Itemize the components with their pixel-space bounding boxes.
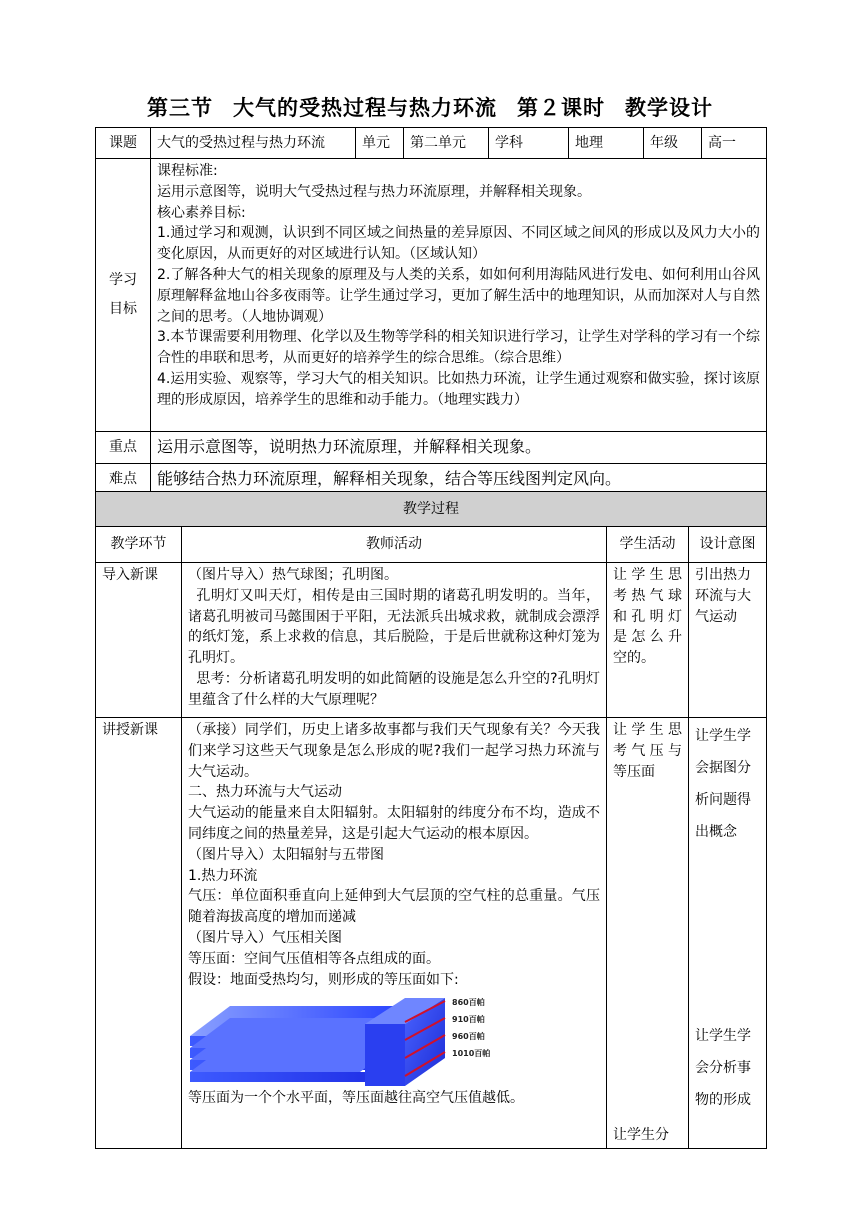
new-teacher-line: 假设：地面受热均匀，则形成的等压面如下:: [188, 971, 459, 988]
new-intent-1: 让学生学会据图分析问题得出概念: [695, 728, 751, 840]
new-teacher-line: 等压面：空间气压值相等各点组成的面。: [188, 950, 440, 967]
new-student: [607, 718, 689, 1149]
key-point-row: [96, 432, 767, 464]
isobar-label-1010: 1010百帕: [452, 1049, 490, 1059]
intro-teacher: [182, 563, 607, 718]
intro-stage: 导入新课: [96, 563, 182, 718]
grade-label: 年级: [644, 128, 702, 159]
new-teacher: [182, 718, 607, 1149]
new-teacher-line: 二、热力环流与大气运动: [188, 784, 342, 801]
col-intent: 设计意图: [689, 527, 767, 563]
objectives-content: [151, 159, 767, 432]
objectives-label-2: 目标: [109, 301, 137, 317]
page-title: [0, 92, 860, 122]
new-student-2: 让学生分: [613, 1127, 669, 1144]
isobar-label-960: 960百帕: [452, 1032, 485, 1042]
process-header-row: [96, 492, 767, 527]
objectives-label: [96, 159, 151, 432]
objective-line: 课程标准:: [157, 163, 218, 179]
new-teacher-after-diagram: 等压面为一个个水平面，等压面越往高空气压值越低。: [188, 1090, 524, 1107]
info-table: [95, 127, 767, 496]
intro-teacher-line: 孔明灯又叫天灯，相传是由三国时期的诸葛孔明发明的。当年，诸葛孔明被司马懿围困于平阳，无法派兵出城求救，就制成会漂浮的纸灯笼，系上求救的信息，其后脱险，于是后世就称这种灯笼为孔明灯。: [188, 587, 600, 667]
intro-student: 让学生思考热气球和孔明灯是怎么升空的。: [607, 563, 689, 718]
new-teacher-line: 1.热力环流: [188, 867, 258, 884]
difficulty-text: 能够结合热力环流原理，解释相关现象，结合等压线图判定风向。: [151, 464, 767, 496]
objectives-row: [96, 159, 767, 432]
key-point-label: 重点: [96, 432, 151, 464]
info-row: [96, 128, 767, 159]
new-intent: [689, 718, 767, 1149]
difficulty-label: 难点: [96, 464, 151, 496]
new-teacher-line: （图片导入）气压相关图: [188, 929, 342, 946]
title-section: 第三节: [147, 95, 213, 120]
col-stage: 教学环节: [96, 527, 182, 563]
isobar-label-910: 910百帕: [452, 1015, 485, 1025]
intro-teacher-line: （图片导入）热气球图；孔明图。: [188, 567, 398, 583]
grade-value: 高一: [702, 128, 767, 159]
new-teacher-line: 气压：单位面积垂直向上延伸到大气层顶的空气柱的总重量。气压随着海拔高度的增加而递减: [188, 888, 600, 926]
subject-value: 地理: [569, 128, 644, 159]
process-table: [95, 491, 767, 1149]
topic-value: 大气的受热过程与热力环流: [151, 128, 356, 159]
subject-label: 学科: [489, 128, 569, 159]
new-teacher-line: 大气运动的能量来自太阳辐射。太阳辐射的纬度分布不均，造成不同纬度之间的热量差异，这是引起大气运动的根本原因。: [188, 805, 600, 842]
topic-label: 课题: [96, 128, 151, 159]
objective-line: 核心素养目标:: [157, 204, 246, 221]
new-teacher-line: （图片导入）太阳辐射与五带图: [188, 846, 384, 863]
objective-line: 4.运用实验、观察等，学习大气的相关知识。比如热力环流，让学生通过观察和做实验，探讨该原理的形成原因，培养学生的思维和动手能力。（地理实践力）: [157, 370, 760, 408]
objective-line: 3.本节课需要利用物理、化学以及生物等学科的相关知识进行学习，让学生对学科的学习有一个综合性的串联和思考，从而更好的培养学生的综合思维。（综合思维）: [157, 329, 760, 367]
unit-value: 第二单元: [404, 128, 489, 159]
unit-label: 单元: [356, 128, 404, 159]
isobar-label-860: 860百帕: [452, 998, 485, 1008]
key-point-text: 运用示意图等，说明热力环流原理，并解释相关现象。: [151, 432, 767, 464]
new-teacher-line: （承接）同学们，历史上诸多故事都与我们天气现象有关？今天我们来学习这些天气现象是怎么形成的呢?我们一起学习热力环流与大气运动。: [188, 722, 600, 780]
isobaric-surface-diagram: [190, 994, 490, 1088]
objective-line: 运用示意图等，说明大气受热过程与热力环流原理，并解释相关现象。: [157, 183, 591, 200]
col-teacher: 教师活动: [182, 527, 607, 563]
new-row: [96, 718, 767, 1149]
new-stage: 讲授新课: [96, 718, 182, 1149]
intro-intent: 引出热力环流与大气运动: [689, 563, 767, 718]
intro-row: [96, 563, 767, 718]
col-student: 学生活动: [607, 527, 689, 563]
objective-line: 2.了解各种大气的相关现象的原理及与人类的关系，如如何利用海陆风进行发电、如何利用山谷风原理解释盆地山谷多夜雨等。让学生通过学习，更加了解生活中的地理知识，从而加深对人与自然之间的思考。（人地协调观）: [157, 266, 760, 325]
process-header: 教学过程: [96, 492, 767, 527]
title-name: 大气的受热过程与热力环流: [233, 95, 497, 120]
title-kind: 教学设计: [625, 95, 713, 120]
objectives-label-1: 学习: [109, 272, 137, 289]
intro-teacher-line: 思考：分析诸葛孔明发明的如此简陋的设施是怎么升空的?孔明灯里蕴含了什么样的大气原理呢？: [188, 670, 600, 708]
process-columns-row: [96, 527, 767, 563]
new-intent-2: 让学生学会分析事物的形成: [695, 1028, 751, 1108]
title-lesson: 第２课时: [517, 95, 605, 120]
objective-line: 1.通过学习和观测，认识到不同区域之间热量的差异原因、不同区域之间风的形成以及风力大小的变化原因，从而更好的对区域进行认知。（区域认知）: [157, 225, 760, 263]
new-student-1: 让学生思考气压与等压面: [613, 722, 682, 780]
